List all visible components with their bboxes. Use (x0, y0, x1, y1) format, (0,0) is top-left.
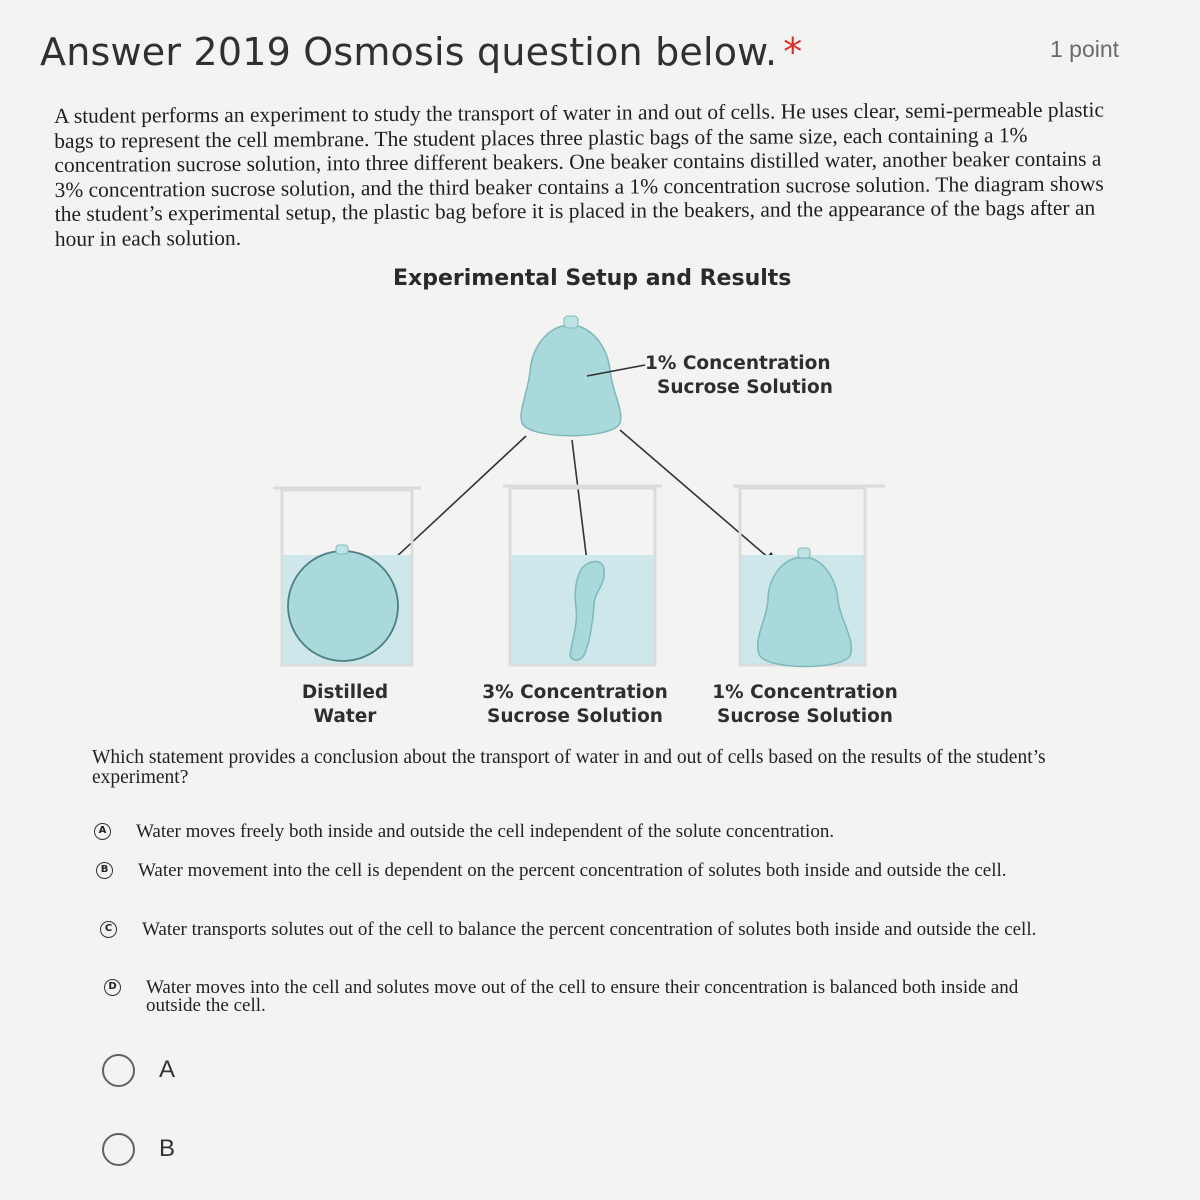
beaker-label-line: 1% Concentration (712, 682, 898, 703)
choice-text: Water moves into the cell and solutes move out of the cell to ensure their concentration is balanced both inside and outside the cell. (146, 977, 1019, 1016)
question-prompt: Which statement provides a conclusion about the transport of water in and out of cells based on the results of the student’s experiment? (92, 747, 1046, 788)
initial-bag-label (645, 352, 833, 400)
radio-a[interactable] (102, 1054, 135, 1087)
beaker-label-line: Sucrose Solution (717, 706, 893, 727)
option-a-label: A (159, 1056, 176, 1083)
choice-letter-badge: A (94, 823, 111, 840)
question-passage: A student performs an experiment to study the transport of water in and out of cells. He uses clear, semi-permeable plastic bags to represent the cell membrane. The student places three plastic bags of the same size, each containing a 1% concentration sucrose solution, into three different beakers. One beaker contains distilled water, another beaker contains a 3% concentration sucrose solution, and the third beaker contains a 1% concentration sucrose solution. The diagram shows the student’s experimental setup, the plastic bag before it is placed in the beakers, and the appearance of the bags after an hour in each solution. (54, 97, 1105, 251)
choice-text: Water moves freely both inside and outside the cell independent of the solute concentration. (136, 821, 835, 842)
arrow-to-3-percent (572, 440, 588, 570)
arrow-to-distilled-water (378, 436, 526, 574)
beaker-label-line: Water (313, 706, 377, 727)
beaker-1-percent (733, 486, 885, 667)
beaker-label-3-percent (470, 681, 680, 729)
option-a[interactable] (102, 1052, 175, 1088)
beaker-label-line: Distilled (301, 682, 389, 703)
beaker-label-line: 3% Concentration (482, 682, 668, 703)
beaker-label-distilled-water (290, 681, 400, 729)
points-label: 1 point (1050, 36, 1120, 62)
experiment-diagram (0, 300, 1200, 680)
question-title-text: Answer 2019 Osmosis question below. (40, 30, 778, 74)
choice-letter-badge: D (104, 979, 121, 996)
swollen-bag (288, 551, 398, 661)
question-title (40, 30, 802, 74)
option-b[interactable] (102, 1131, 175, 1167)
option-b-label: B (159, 1135, 176, 1162)
arrow-to-1-percent (620, 430, 778, 566)
beaker-label-1-percent (700, 681, 910, 729)
beaker-3-percent (503, 486, 662, 665)
beaker-label-line: Sucrose Solution (487, 706, 663, 727)
choice-text: Water transports solutes out of the cell to balance the percent concentration of solutes both inside and outside the cell. (142, 919, 1037, 940)
choice-letter-badge: C (100, 921, 117, 938)
figure-title: Experimental Setup and Results (393, 266, 792, 291)
choice-letter-badge: B (96, 862, 113, 879)
initial-bag-label-line2: Sucrose Solution (657, 377, 833, 398)
initial-bag-label-line1: 1% Concentration (645, 353, 831, 374)
beaker-distilled-water (273, 488, 421, 665)
required-asterisk: * (783, 30, 803, 74)
initial-bag-illustration (521, 316, 621, 436)
radio-b[interactable] (102, 1133, 135, 1166)
choice-text: Water movement into the cell is dependent on the percent concentration of solutes both inside and outside the cell. (138, 860, 1007, 881)
